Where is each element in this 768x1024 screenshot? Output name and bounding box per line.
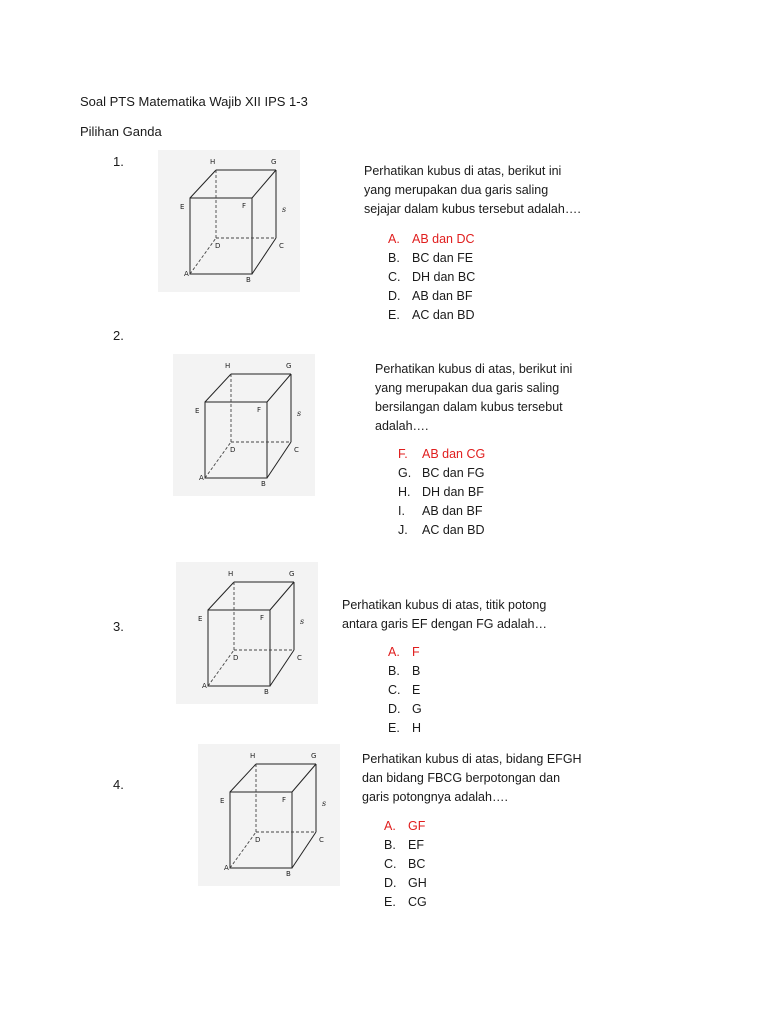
question-number: 4. <box>113 777 124 792</box>
label-side: s <box>300 617 305 626</box>
question-text: Perhatikan kubus di atas, berikut ini yang merupakan dua garis saling bersilangan dalam kubus tersebut adalah…. <box>375 362 573 433</box>
label-e: E <box>198 615 203 623</box>
cube-figure <box>198 744 340 886</box>
option-c[interactable]: C. E <box>388 683 421 697</box>
option-e[interactable]: E. CG <box>384 895 427 909</box>
edge-EH <box>190 170 216 198</box>
label-c: C <box>294 446 299 454</box>
edge-AD <box>190 238 216 274</box>
option-c[interactable]: C. BC <box>384 857 426 871</box>
option-f[interactable]: F. AB dan CG <box>398 447 486 461</box>
label-h: H <box>250 752 256 760</box>
label-d: D <box>215 242 221 250</box>
cube-diagram <box>198 744 340 886</box>
edge-AD <box>205 442 231 478</box>
option-j[interactable]: J. AC dan BD <box>398 523 485 537</box>
option-d[interactable]: D. AB dan BF <box>388 289 473 303</box>
cube-diagram <box>176 562 318 704</box>
label-c: C <box>297 654 302 662</box>
option-e[interactable]: E. H <box>388 721 422 735</box>
option-list <box>398 445 485 540</box>
label-b: B <box>286 870 291 878</box>
label-d: D <box>255 836 261 844</box>
option-b[interactable]: B. B <box>388 664 421 678</box>
question-number: 2. <box>113 328 124 343</box>
edge-AD <box>208 650 234 686</box>
label-h: H <box>210 158 216 166</box>
option-a[interactable]: A. AB dan DC <box>388 232 475 246</box>
label-a: A <box>199 474 204 482</box>
option-list <box>388 643 422 738</box>
cube-diagram <box>158 150 300 292</box>
cube-figure <box>176 562 318 704</box>
label-g: G <box>289 570 295 578</box>
edge-BC <box>252 238 276 274</box>
option-e[interactable]: E. AC dan BD <box>388 308 475 322</box>
option-i[interactable]: I. AB dan BF <box>398 504 483 518</box>
cube-figure <box>173 354 315 496</box>
cube-diagram <box>173 354 315 496</box>
label-e: E <box>180 203 185 211</box>
label-h: H <box>228 570 234 578</box>
option-h[interactable]: H. DH dan BF <box>398 485 484 499</box>
label-c: C <box>319 836 324 844</box>
edge-EH <box>230 764 256 792</box>
label-d: D <box>230 446 236 454</box>
label-g: G <box>286 362 292 370</box>
label-g: G <box>311 752 317 760</box>
label-b: B <box>261 480 266 488</box>
label-f: F <box>282 796 287 804</box>
edge-AD <box>230 832 256 868</box>
edge-BC <box>267 442 291 478</box>
label-h: H <box>225 362 231 370</box>
label-f: F <box>260 614 265 622</box>
section-heading: Pilihan Ganda <box>80 124 162 139</box>
question-number: 3. <box>113 619 124 634</box>
label-f: F <box>257 406 262 414</box>
edge-BC <box>270 650 294 686</box>
label-e: E <box>220 797 225 805</box>
question-text: Perhatikan kubus di atas, bidang EFGH dan bidang FBCG berpotongan dan garis potongnya adalah…. <box>362 752 582 804</box>
label-f: F <box>242 202 247 210</box>
edge-FG <box>292 764 316 792</box>
cube-figure <box>158 150 300 292</box>
label-e: E <box>195 407 200 415</box>
edge-FG <box>252 170 276 198</box>
option-list <box>384 817 427 912</box>
label-b: B <box>246 276 251 284</box>
option-d[interactable]: D. GH <box>384 876 427 890</box>
edge-EH <box>205 374 231 402</box>
option-a[interactable]: A. F <box>388 645 420 659</box>
option-b[interactable]: B. BC dan FE <box>388 251 474 265</box>
question-text: Perhatikan kubus di atas, berikut ini yang merupakan dua garis saling sejajar dalam kubus tersebut adalah…. <box>364 164 581 216</box>
label-side: s <box>282 205 287 214</box>
label-g: G <box>271 158 277 166</box>
label-a: A <box>224 864 229 872</box>
option-c[interactable]: C. DH dan BC <box>388 270 476 284</box>
question-text: Perhatikan kubus di atas, titik potong antara garis EF dengan FG adalah… <box>342 598 547 631</box>
label-side: s <box>297 409 302 418</box>
label-d: D <box>233 654 239 662</box>
question-number: 1. <box>113 154 124 169</box>
option-b[interactable]: B. EF <box>384 838 424 852</box>
option-list <box>388 230 475 325</box>
option-d[interactable]: D. G <box>388 702 422 716</box>
edge-FG <box>267 374 291 402</box>
label-side: s <box>322 799 327 808</box>
edge-BC <box>292 832 316 868</box>
label-c: C <box>279 242 284 250</box>
page-title: Soal PTS Matematika Wajib XII IPS 1-3 <box>80 94 308 109</box>
edge-FG <box>270 582 294 610</box>
label-a: A <box>184 270 189 278</box>
label-a: A <box>202 682 207 690</box>
edge-EH <box>208 582 234 610</box>
option-g[interactable]: G. BC dan FG <box>398 466 485 480</box>
label-b: B <box>264 688 269 696</box>
option-a[interactable]: A. GF <box>384 819 426 833</box>
